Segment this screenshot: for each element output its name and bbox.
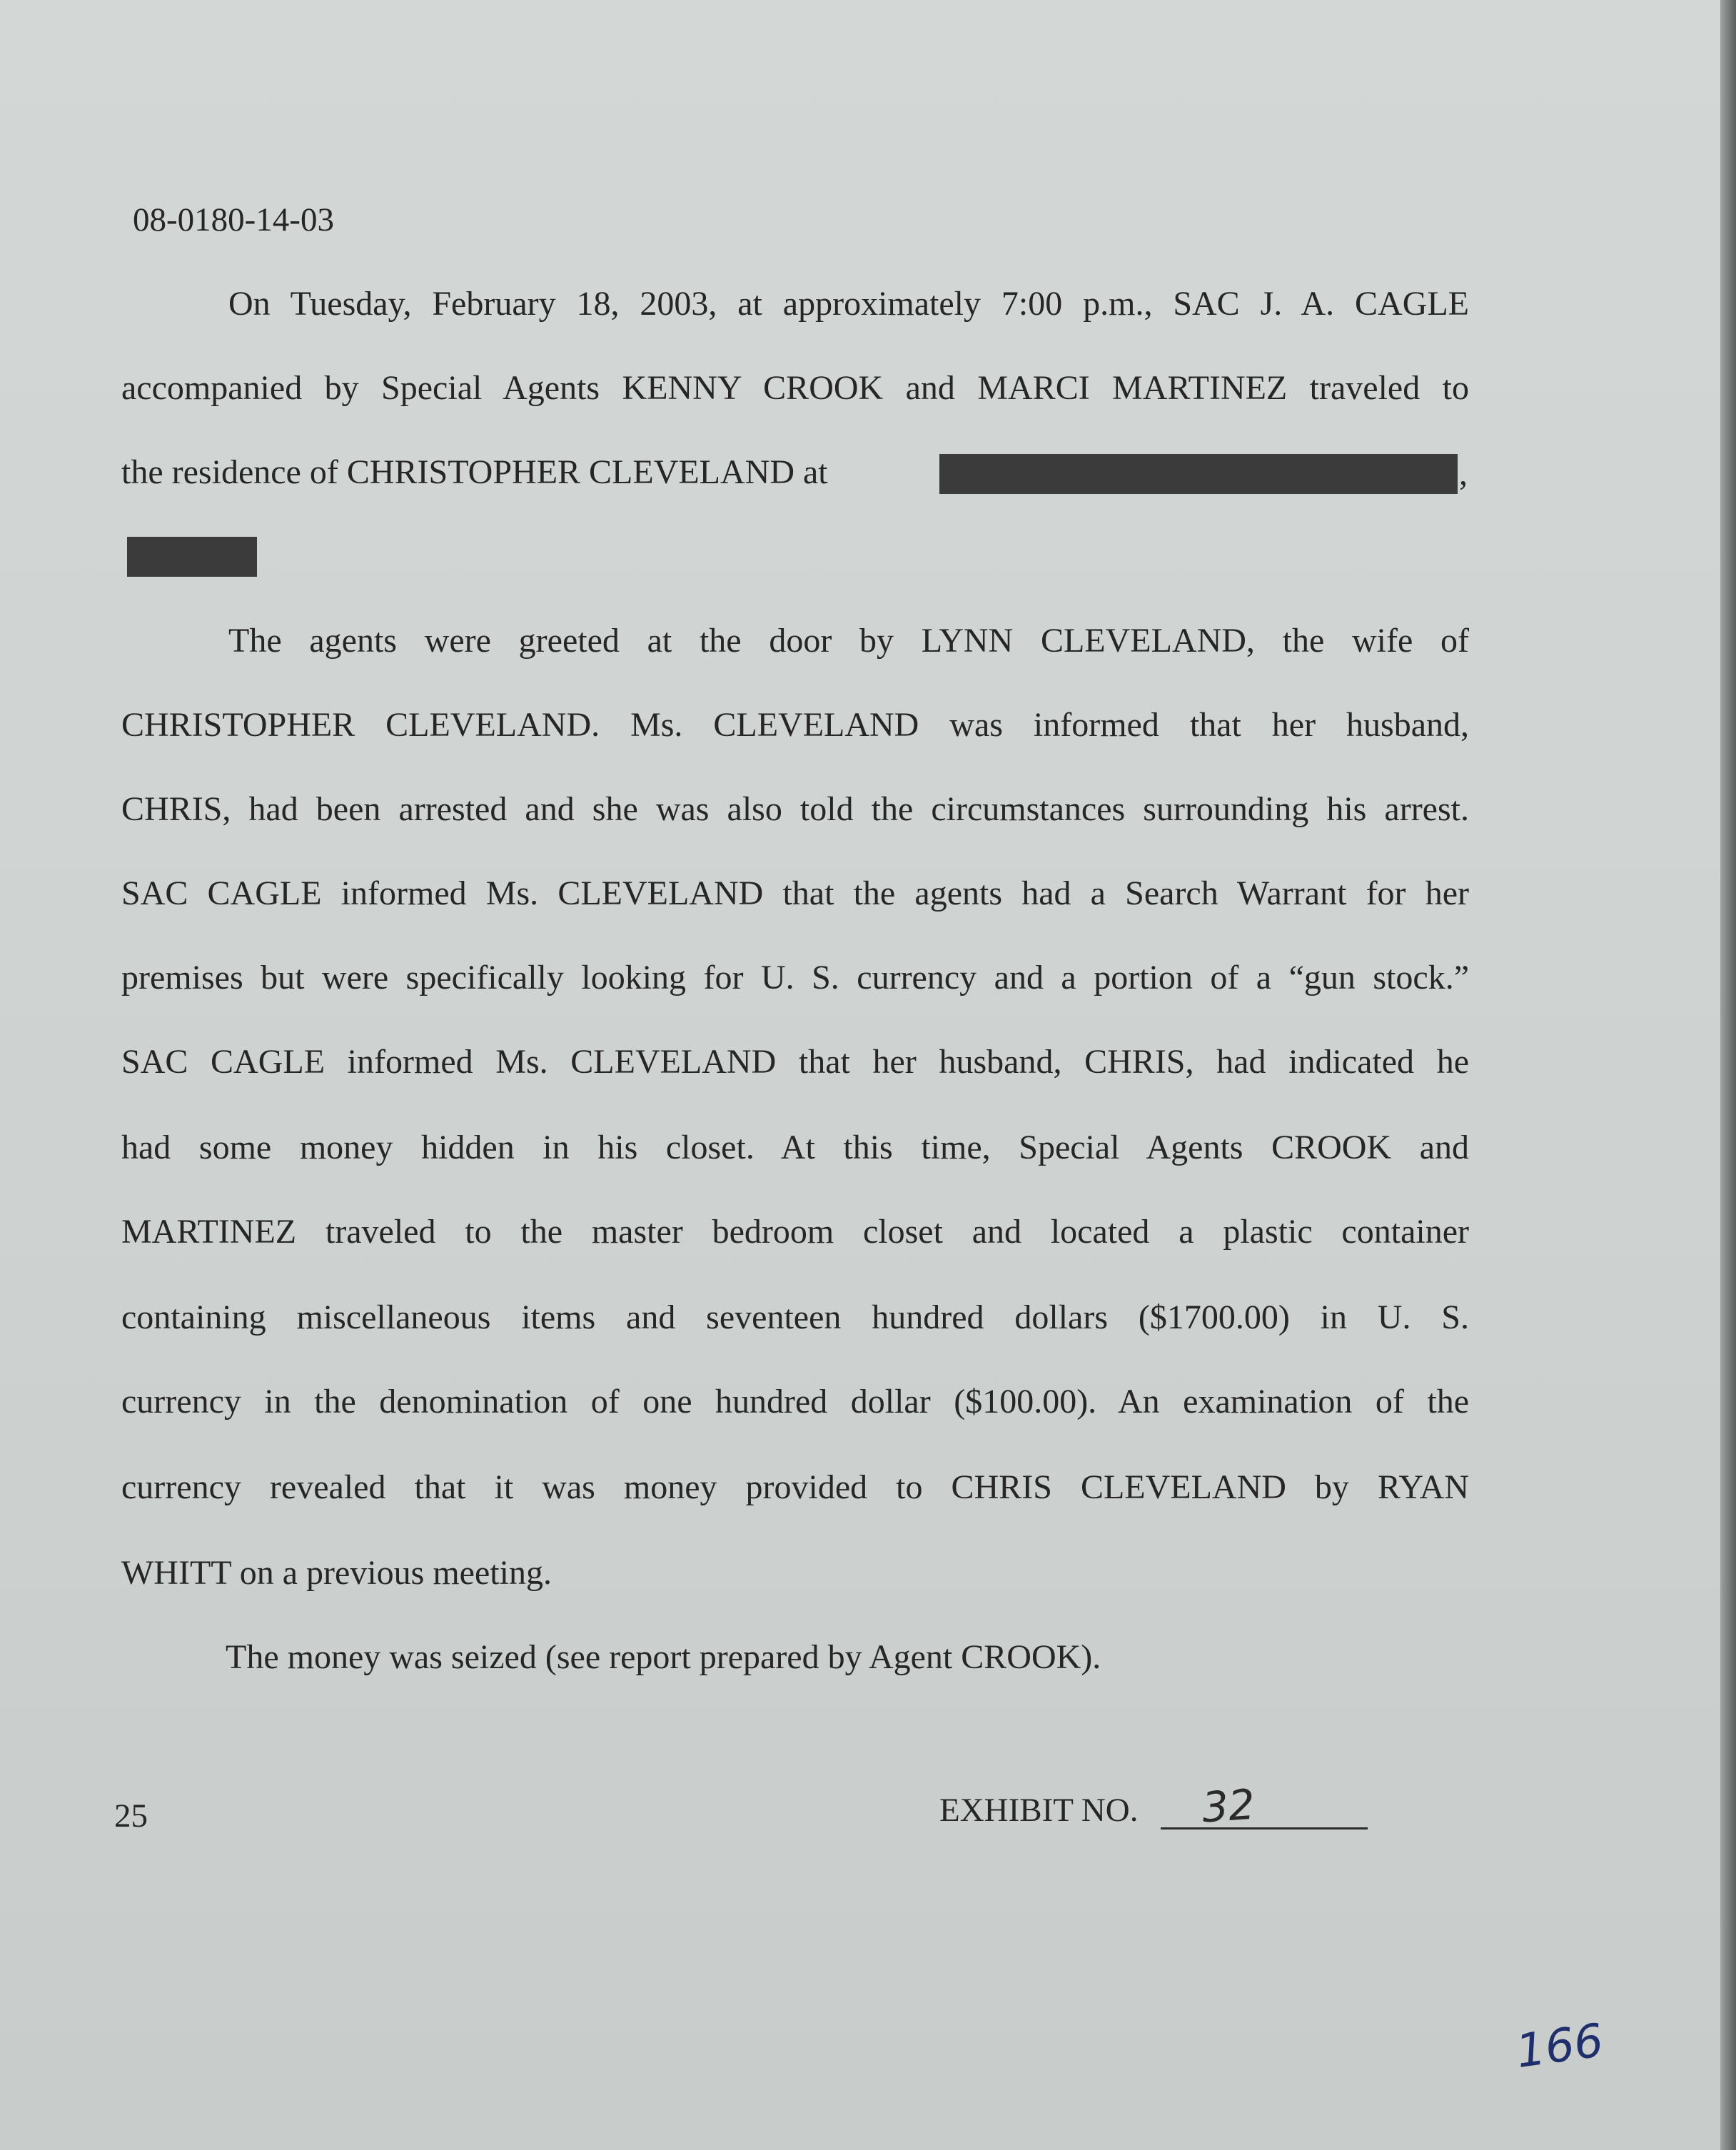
exhibit-underline <box>1161 1827 1368 1829</box>
exhibit-number-handwritten: 32 <box>1200 1780 1257 1832</box>
comma: , <box>1459 455 1468 493</box>
paragraph-1-line-3: the residence of CHRISTOPHER CLEVELAND at <box>121 453 828 491</box>
paragraph-2-line-1: The agents were greeted at the door by LYNN CLEVELAND, the wife of <box>228 622 1469 660</box>
paragraph-2-line-6: SAC CAGLE informed Ms. CLEVELAND that her husband, CHRIS, had indicated he <box>121 1043 1469 1081</box>
redacted-address-continued <box>127 537 257 577</box>
paragraph-1-line-2: accompanied by Special Agents KENNY CROOK and MARCI MARTINEZ traveled to <box>121 369 1469 407</box>
paragraph-2-line-3: CHRIS, had been arrested and she was also told the circumstances surrounding his arrest. <box>121 790 1469 828</box>
paragraph-2-line-11: currency revealed that it was money provided to CHRIS CLEVELAND by RYAN <box>121 1468 1469 1506</box>
paragraph-2-line-8: MARTINEZ traveled to the master bedroom closet and located a plastic container <box>121 1213 1469 1251</box>
paragraph-2-line-9: containing miscellaneous items and seventeen hundred dollars ($1700.00) in U. S. <box>121 1298 1469 1336</box>
paragraph-2-line-10: currency in the denomination of one hundred dollar ($100.00). An examination of the <box>121 1383 1469 1420</box>
paragraph-1-line-1: On Tuesday, February 18, 2003, at approximately 7:00 p.m., SAC J. A. CAGLE <box>228 285 1469 323</box>
paragraph-2-line-2: CHRISTOPHER CLEVELAND. Ms. CLEVELAND was informed that her husband, <box>121 706 1469 744</box>
paragraph-2-line-5: premises but were specifically looking for U. S. currency and a portion of a “gun stock.” <box>121 959 1469 996</box>
paragraph-2-line-4: SAC CAGLE informed Ms. CLEVELAND that the agents had a Search Warrant for her <box>121 874 1469 912</box>
redacted-address <box>939 454 1458 494</box>
page-number: 25 <box>114 1797 148 1834</box>
exhibit-label: EXHIBIT NO. <box>939 1792 1139 1829</box>
paragraph-2-line-7: had some money hidden in his closet. At this time, Special Agents CROOK and <box>121 1129 1469 1166</box>
handwritten-page-number: 166 <box>1513 2014 1607 2079</box>
case-number: 08-0180-14-03 <box>133 201 334 238</box>
paragraph-3: The money was seized (see report prepared by Agent CROOK). <box>226 1638 1101 1676</box>
page-edge-shadow <box>1720 0 1736 2150</box>
paragraph-2-line-12: WHITT on a previous meeting. <box>121 1554 552 1592</box>
